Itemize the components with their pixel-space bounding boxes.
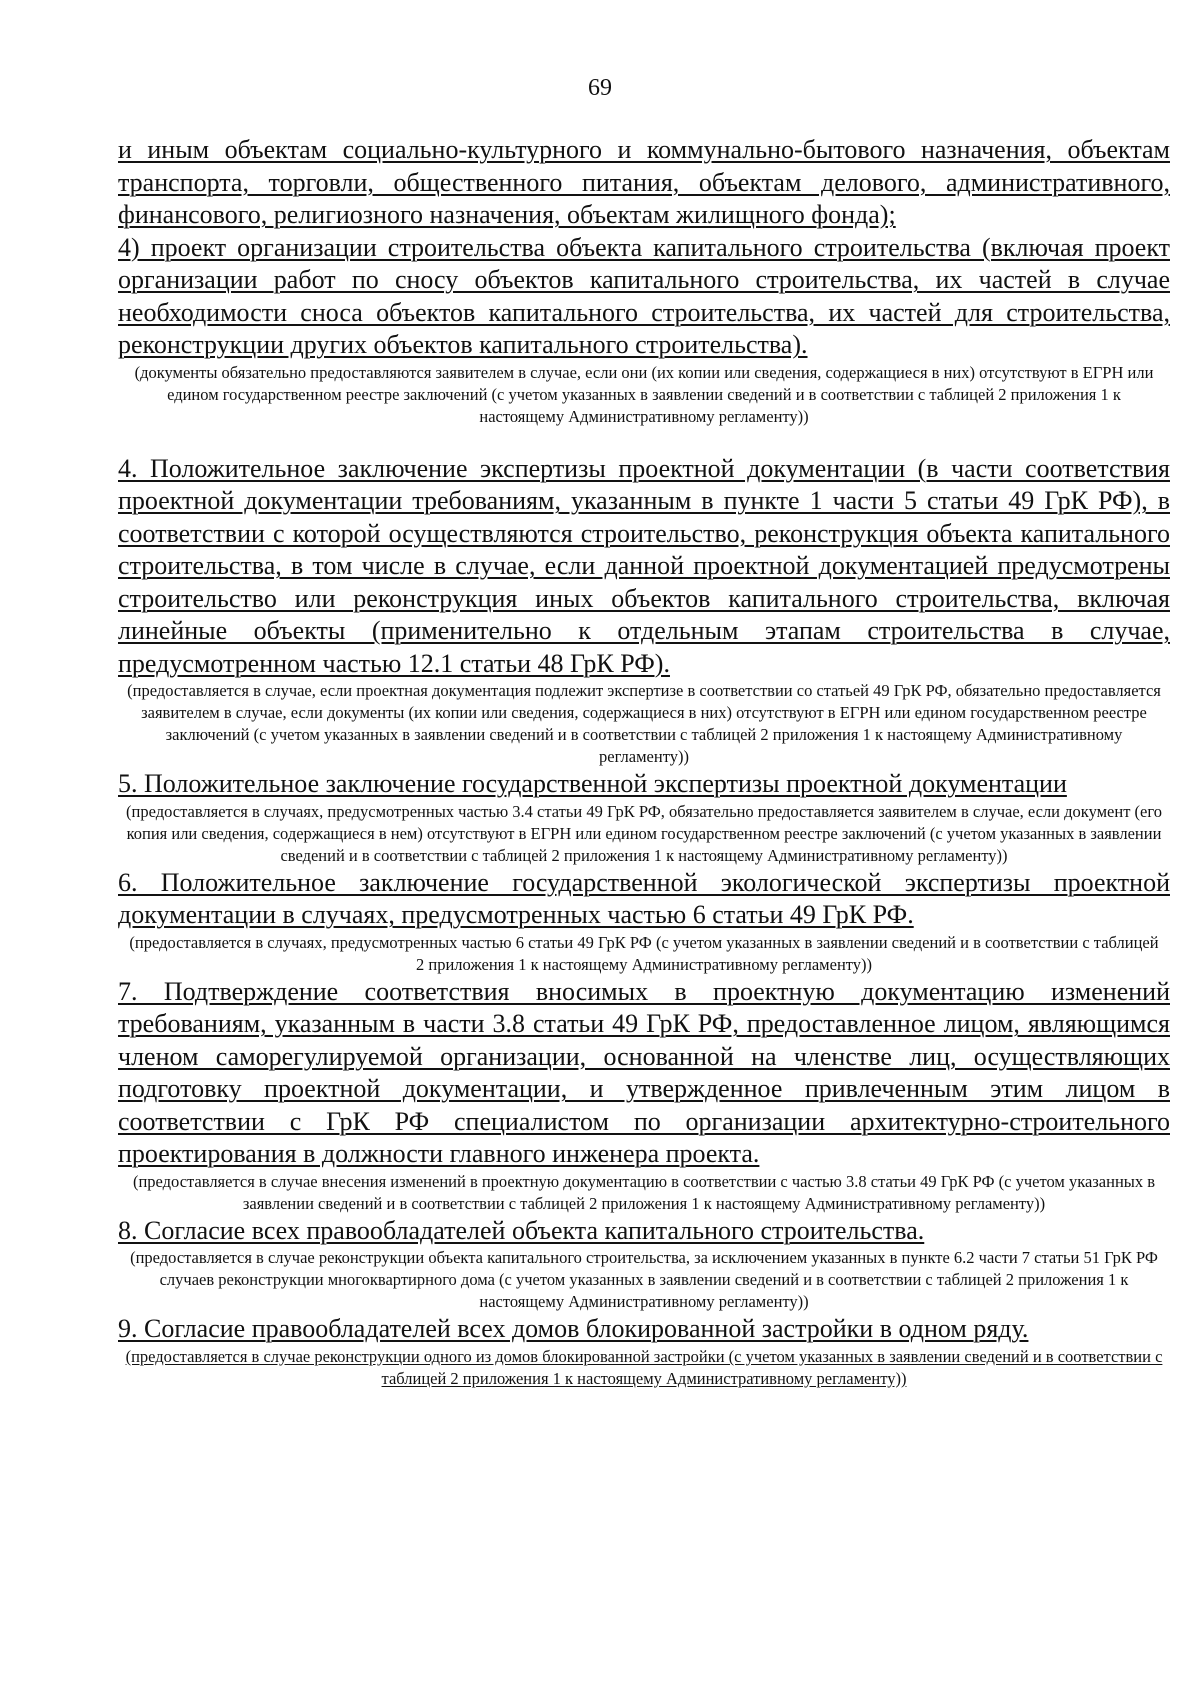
section-5-note: (предоставляется в случаях, предусмотренных частью 3.4 статьи 49 ГрК РФ, обязательно предоставляется заявителем в случае, если документ (его копия или сведения, содержащиеся в нем) отсутствуют в ЕГРН или едином государственном реестре заключений (с учетом указанных в заявлении сведений и в соответствии с таблицей 2 приложения 1 к настоящему Административному регламенту)) [126, 801, 1162, 865]
section-4-heading: 4. Положительное заключение экспертизы проектной документации (в части соответствия проектной документации требованиям, указанным в пункте 1 части 5 статьи 49 ГрК РФ), в соответствии с которой осуществляются строительство, реконструкция объекта капитального строительства, в том числе в случае, если данной проектной документацией предусмотрены строительство или реконструкция иных объектов капитального строительства, включая линейные объекты (применительно к отдельным этапам строительства в случае, предусмотренном частью 12.1 статьи 48 ГрК РФ). [118, 453, 1170, 678]
item-4-project-organization: 4) проект организации строительства объекта капитального строительства (включая проект организации работ по сносу объектов капитального строительства, их частей в случае необходимости сноса объектов капитального строительства, их частей для строительства, реконструкции других объектов капитального строительства). [118, 232, 1170, 359]
section-spacer [118, 428, 1170, 453]
section-5-heading: 5. Положительное заключение государственной экспертизы проектной документации [118, 769, 1067, 798]
section-6-note: (предоставляется в случаях, предусмотренных частью 6 статьи 49 ГрК РФ (с учетом указанных в заявлении сведений и в соответствии с таблицей 2 приложения 1 к настоящему Административному регламенту)) [129, 932, 1159, 974]
document-body [118, 134, 1170, 1390]
section-4-note: (предоставляется в случае, если проектная документация подлежит экспертизе в соответствии со статьей 49 ГрК РФ, обязательно предоставляется заявителем в случае, если документы (их копии или сведения, содержащиеся в них) отсутствуют в ЕГРН или едином государственном реестре заключений (с учетом указанных в заявлении сведений и в соответствии с таблицей 2 приложения 1 к настоящему Административному регламенту)) [127, 681, 1161, 766]
section-7-note: (предоставляется в случае внесения изменений в проектную документацию в соответствии с частью 3.8 статьи 49 ГрК РФ (с учетом указанных в заявлении сведений и в соответствии с таблицей 2 приложения 1 к настоящему Административному регламенту)) [132, 1171, 1156, 1213]
page-number: 69 [588, 75, 612, 101]
section-6-heading: 6. Положительное заключение государственной экологической экспертизы проектной документации в случаях, предусмотренных частью 6 статьи 49 ГрК РФ. [118, 867, 1170, 929]
section-8-heading: 8. Согласие всех правообладателей объекта капитального строительства. [118, 1215, 925, 1245]
note-documents-required: (документы обязательно предоставляются заявителем в случае, если они (их копии или сведения, содержащиеся в них) отсутствуют в ЕГРН или едином государственном реестре заключений (с учетом указанных в заявлении сведений и в соответствии с таблицей 2 приложения 1 к настоящему Административному регламенту)) [134, 362, 1154, 426]
section-9-heading: 9. Согласие правообладателей всех домов блокированной застройки в одном ряду. [118, 1314, 1029, 1343]
section-8-note: (предоставляется в случае реконструкции объекта капитального строительства, за исключением указанных в пункте 6.2 части 7 статьи 51 ГрК РФ случаев реконструкции многоквартирного дома (с учетом указанных в заявлении сведений и в соответствии с таблицей 2 приложения 1 к настоящему Административному регламенту)) [130, 1248, 1158, 1311]
section-7-heading: 7. Подтверждение соответствия вносимых в проектную документацию изменений требованиям, указанным в части 3.8 статьи 49 ГрК РФ, предоставленное лицом, являющимся членом саморегулируемой организации, основанной на членстве лиц, осуществляющих подготовку проектной документации, и утвержденное привлеченным этим лицом в соответствии с ГрК РФ специалистом по организации архитектурно-строительного проектирования в должности главного инженера проекта. [118, 976, 1170, 1168]
continuation-paragraph: и иным объектам социально-культурного и коммунально-бытового назначения, объектам транспорта, торговли, общественного питания, объектам делового, административного, финансового, религиозного назначения, объектам жилищного фонда); [118, 135, 1170, 229]
section-9-note: (предоставляется в случае реконструкции одного из домов блокированной застройки (с учетом указанных в заявлении сведений и в соответствии с таблицей 2 приложения 1 к настоящему Административному регламенту)) [125, 1346, 1163, 1388]
